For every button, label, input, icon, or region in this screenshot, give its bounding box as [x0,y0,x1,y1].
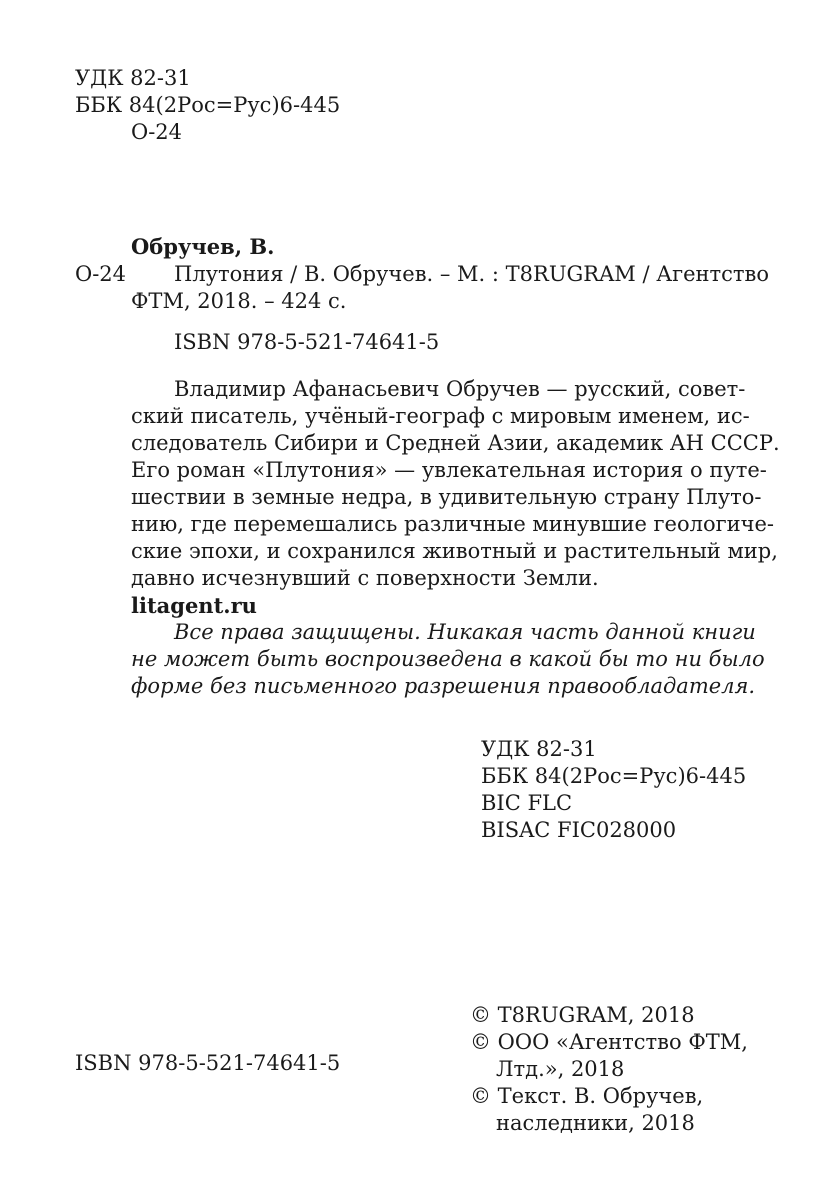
copyright-line: Лтд.», 2018 [496,1057,625,1081]
site-link[interactable]: litagent.ru [131,593,257,618]
rights-line: Все права защищены. Никакая часть данной книги [174,620,756,644]
annotation-line: шествии в земные недра, в удивительную страну Плуто- [131,485,762,509]
top-author-mark: О-24 [131,120,183,144]
author-heading: Обручев, В. [131,234,275,259]
annotation-line: следователь Сибири и Средней Азии, академик АН СССР. [131,431,780,455]
annotation-line: Владимир Афанасьевич Обручев — русский, совет- [174,377,746,401]
bib-line-1: Плутония / В. Обручев. – М. : T8RUGRAM / Агентство [174,262,769,286]
bottom-udk: УДК 82-31 [481,737,597,761]
top-bbk: ББК 84(2Рос=Рус)6-445 [75,93,341,117]
rights-line: форме без письменного разрешения правообладателя. [131,674,756,698]
bottom-bic: BIC FLC [481,791,573,815]
top-udk: УДК 82-31 [75,66,191,90]
footer-isbn: ISBN 978-5-521-74641-5 [75,1051,341,1075]
bottom-bbk: ББК 84(2Рос=Рус)6-445 [481,764,747,788]
annotation-line: ский писатель, учёный-географ с мировым именем, ис- [131,404,750,428]
copyright-line: © Текст. В. Обручев, [470,1084,704,1108]
bottom-bisac: BISAC FIC028000 [481,818,677,842]
annotation-line: нию, где перемешались различные минувшие геологиче- [131,512,775,536]
annotation-line: давно исчезнувший с поверхности Земли. [131,566,599,590]
copyright-line: © ООО «Агентство ФТМ, [470,1030,748,1054]
side-author-mark: О-24 [75,262,127,286]
annotation-line: ские эпохи, и сохранился животный и растительный мир, [131,539,778,563]
annotation-line: Его роман «Плутония» — увлекательная история о путе- [131,458,767,482]
copyright-line: © T8RUGRAM, 2018 [470,1003,695,1027]
rights-line: не может быть воспроизведена в какой бы то ни было [131,647,765,671]
bib-line-2: ФТМ, 2018. – 424 с. [131,289,347,313]
bib-isbn: ISBN 978-5-521-74641-5 [174,330,440,354]
copyright-line: наследники, 2018 [496,1111,695,1135]
